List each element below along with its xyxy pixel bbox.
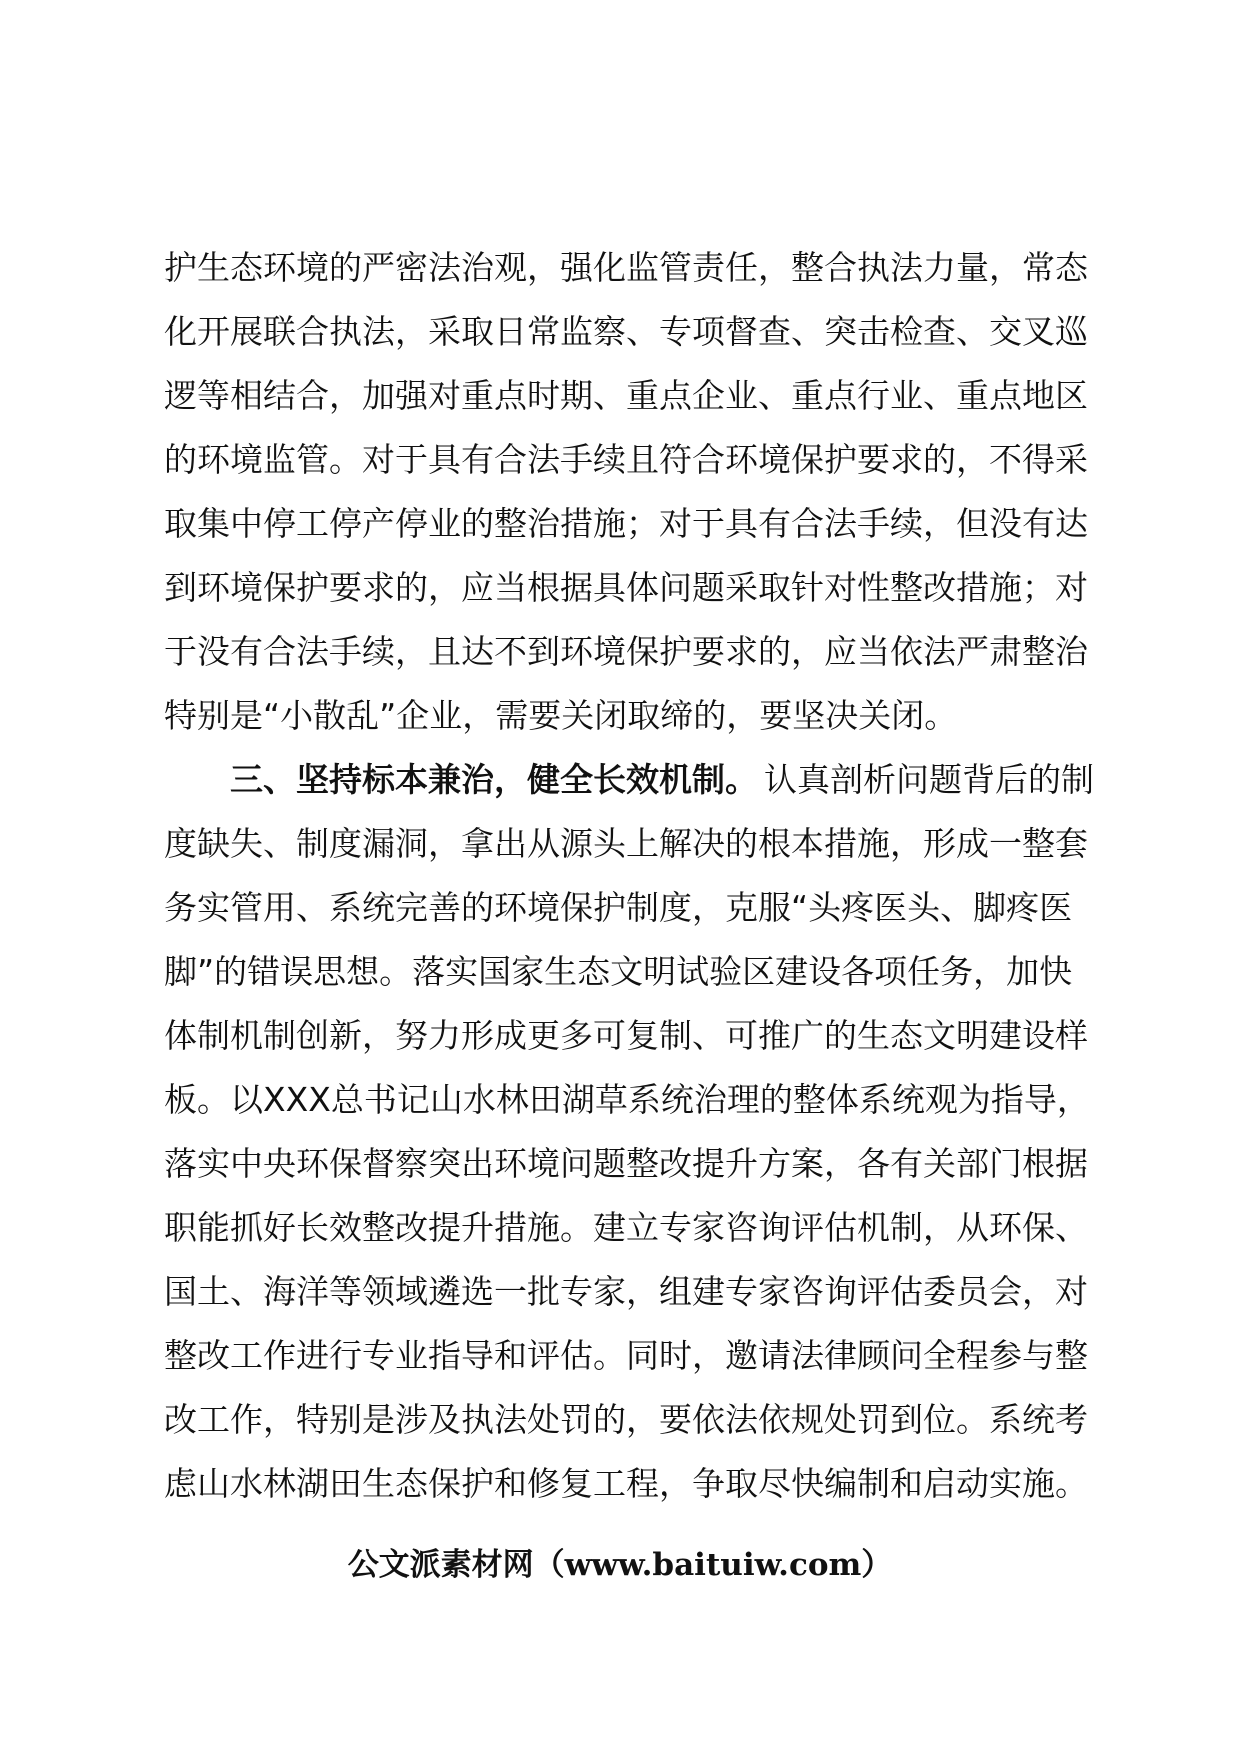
paragraph-line: 务实管用、系统完善的环境保护制度，克服“头疼医头、脚疼医 xyxy=(164,888,1073,927)
paragraph-line: 国土、海洋等领域遴选一批专家，组建专家咨询评估委员会，对 xyxy=(164,1272,1088,1311)
paragraph-line: 脚”的错误思想。落实国家生态文明试验区建设各项任务，加快 xyxy=(164,952,1073,991)
paragraph-line: 度缺失、制度漏洞，拿出从源头上解决的根本措施，形成一整套 xyxy=(164,824,1088,863)
paragraph-line: 护生态环境的严密法治观，强化监管责任，整合执法力量，常态 xyxy=(164,248,1088,287)
footer-watermark: 公文派素材网（www.baituiw.com） xyxy=(347,1547,893,1583)
paragraph-line: 职能抓好长效整改提升措施。建立专家咨询评估机制，从环保、 xyxy=(164,1208,1088,1247)
paragraph-line: 体制机制创新，努力形成更多可复制、可推广的生态文明建设样 xyxy=(164,1016,1088,1055)
paragraph-line: 特别是“小散乱”企业，需要关闭取缔的，要坚决关闭。 xyxy=(164,696,958,735)
paragraph-line: 化开展联合执法，采取日常监察、专项督查、突击检查、交叉巡 xyxy=(164,312,1088,351)
paragraph-line: 整改工作进行专业指导和评估。同时，邀请法律顾问全程参与整 xyxy=(164,1336,1088,1375)
section-heading: 三、坚持标本兼治，健全长效机制。 xyxy=(230,760,758,799)
paragraph-line: 的环境监管。对于具有合法手续且符合环境保护要求的，不得采 xyxy=(164,440,1088,479)
paragraph-line: 逻等相结合，加强对重点时期、重点企业、重点行业、重点地区 xyxy=(164,376,1088,415)
paragraph-line: 取集中停工停产停业的整治措施；对于具有合法手续，但没有达 xyxy=(164,504,1088,543)
paragraph-line: 于没有合法手续，且达不到环境保护要求的，应当依法严肃整治 xyxy=(164,632,1088,671)
paragraph-line: 虑山水林湖田生态保护和修复工程，争取尽快编制和启动实施。 xyxy=(164,1464,1088,1503)
section-first-line-text: 认真剖析问题背后的制 xyxy=(764,760,1094,799)
document-body xyxy=(164,236,1094,1516)
paragraph-line: 到环境保护要求的，应当根据具体问题采取针对性整改措施；对 xyxy=(164,568,1088,607)
paragraph-line: 落实中央环保督察突出环境问题整改提升方案，各有关部门根据 xyxy=(164,1144,1088,1183)
section-first-line xyxy=(164,748,1094,812)
paragraph-line: 改工作，特别是涉及执法处罚的，要依法依规处罚到位。系统考 xyxy=(164,1400,1088,1439)
paragraph-line: 板。以XXX总书记山水林田湖草系统治理的整体系统观为指导， xyxy=(164,1080,1090,1119)
